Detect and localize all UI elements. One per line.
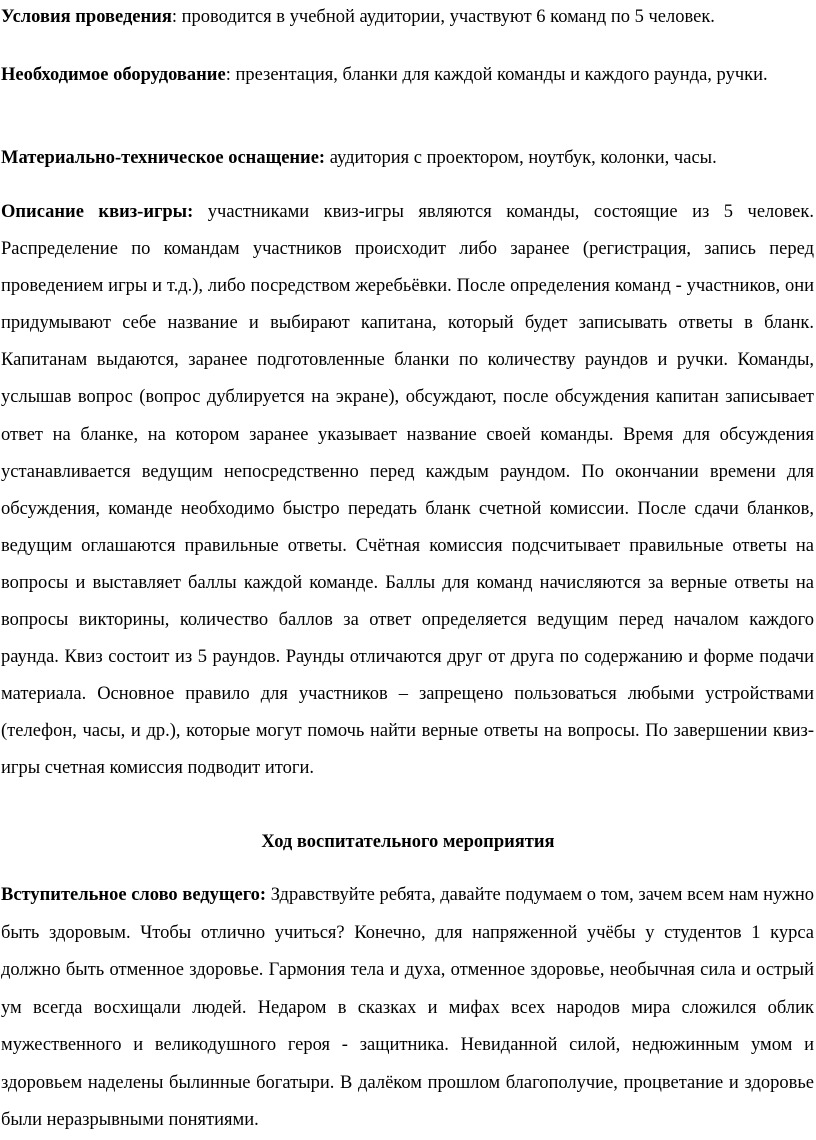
paragraph-label: Материально-техническое оснащение: bbox=[1, 148, 326, 168]
paragraph-text: презентация, бланки для каждой команды и каждого раунда, ручки. bbox=[235, 65, 768, 85]
paragraph-text: участниками квиз-игры являются команды, состоящие из 5 человек. Распределение по командам участников происходит либо заранее (регистрация, запись перед проведением игры и т.д.), либо посредством жеребьёвки. После определения команд - участников, они придумывают себе название и выбирают капитана, который будет записывать ответы в бланк. Капитанам выдаются, заранее подготовленные бланки по количеству раундов и ручки. Команды, услышав вопрос (вопрос дублируется на экране), обсуждают, после обсуждения капитан записывает ответ на бланке, на котором заранее указывает название своей команды. Время для обсуждения устанавливается ведущим непосредственно перед каждым раундом. По окончании времени для обсуждения, команде необходимо быстро передать бланк счетной комиссии. После сдачи бланков, ведущим оглашаются правильные ответы. Счётная комиссия подсчитывает правильные ответы на вопросы и выставляет баллы каждой команде. Баллы для команд начисляются за верные ответы на вопросы викторины, количество баллов за ответ определяется ведущим перед началом каждого раунда. Квиз состоит из 5 раундов. Раунды отличаются друг от друга по содержанию и форме подачи материала. Основное правило для участников – запрещено пользоваться любыми устройствами (телефон, часы, и др.), которые могут помочь найти верные ответы на вопросы. По завершении квиз-игры счетная комиссия подводит итоги. bbox=[1, 202, 814, 779]
section-heading: Ход воспитательного мероприятия bbox=[261, 832, 555, 852]
paragraph-quiz-description bbox=[1, 194, 814, 788]
paragraph-label: Вступительное слово ведущего: bbox=[1, 885, 267, 905]
paragraph-text: Здравствуйте ребята, давайте подумаем о том, зачем всем нам нужно быть здоровым. Чтобы отлично учиться? Конечно, для напряженной учёбы у студентов 1 курса должно быть отменное здоровье. Гармония тела и духа, отменное здоровье, необычная сила и острый ум всегда восхищали людей. Недаром в сказках и мифах всех народов мира сложился облик мужественного и великодушного героя - защитника. Невиданной силой, недюжинным умом и здоровьем наделены былинные богатыри. В далёком прошлом благополучие, процветание и здоровье были неразрывными понятиями. bbox=[1, 885, 814, 1130]
paragraph-conditions: Условия проведения: проводится в учебной аудитории, участвуют 6 команд по 5 человек. bbox=[1, 7, 715, 27]
paragraph-technical bbox=[1, 144, 814, 172]
paragraph-text: аудитория с проектором, ноутбук, колонки, часы. bbox=[329, 148, 717, 168]
paragraph-equipment: Необходимое оборудование: презентация, бланки для каждой команды и каждого раунда, ручки. bbox=[1, 65, 768, 85]
paragraph-label: Условия проведения bbox=[1, 7, 172, 27]
paragraph-intro bbox=[1, 877, 814, 1140]
paragraph-text: проводится в учебной аудитории, участвуют 6 команд по 5 человек. bbox=[181, 7, 715, 27]
paragraph-label: Необходимое оборудование bbox=[1, 65, 226, 85]
paragraph-label: Описание квиз-игры: bbox=[1, 202, 194, 222]
